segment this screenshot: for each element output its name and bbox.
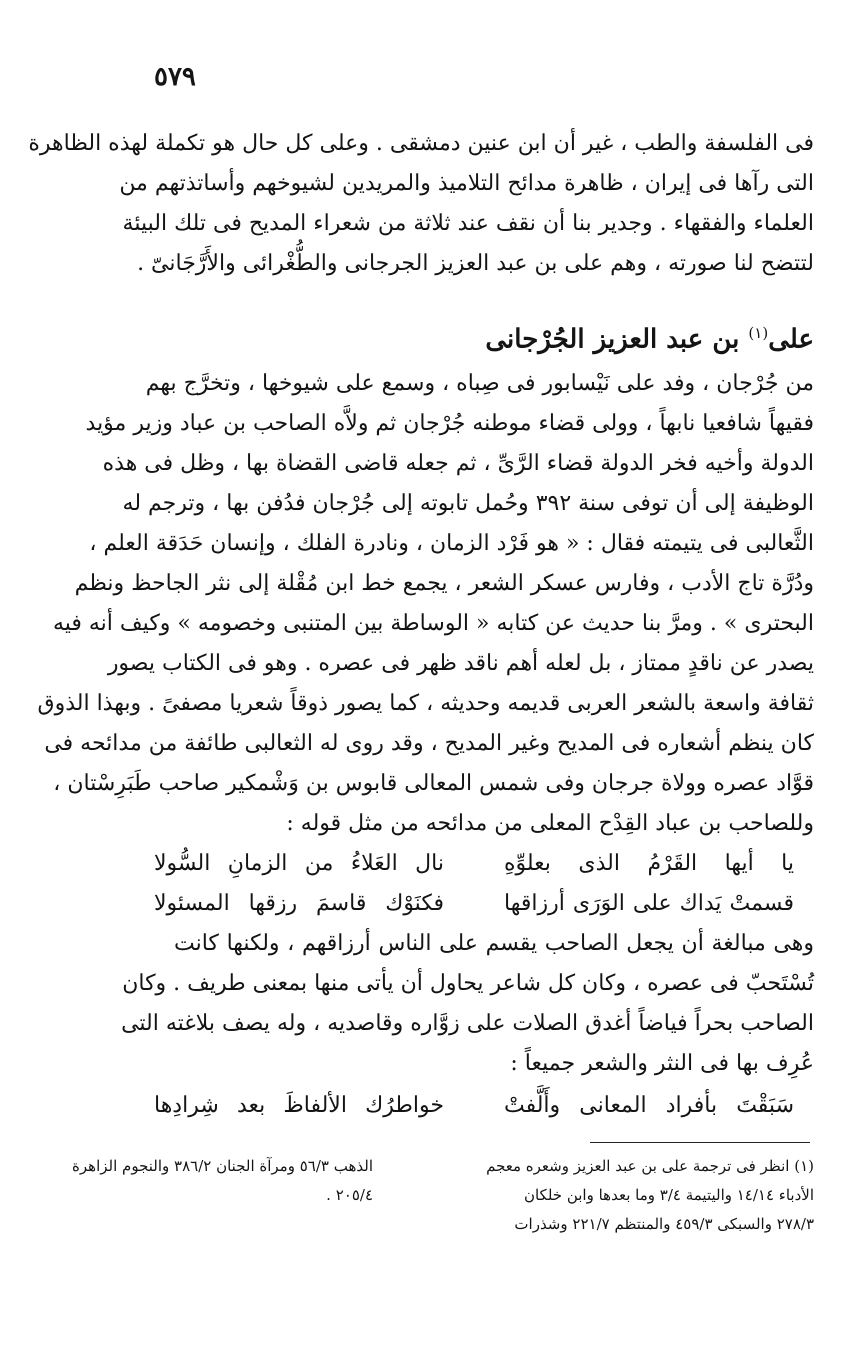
- footnote-column-right: [484, 1152, 814, 1239]
- verse-second-hemistich: نال العَلاءُ من الزمانِ السُّولا: [154, 851, 444, 876]
- body-line: كان ينظم أشعاره فى المديح وغير المديح ، وقد روى له الثعالبى طائفة من مدائحه فى: [44, 731, 814, 756]
- body-line: وللصاحب بن عباد القِدْح المعلى من مدائحه من مثل قوله :: [286, 811, 814, 836]
- body-line: الصاحب بحراً فياضاً أغدق الصلات على زوَّاره وقاصديه ، وله يصف بلاغته التى: [121, 1011, 814, 1036]
- body-line: الثَّعالبى فى يتيمته فقال : « هو فَرْد الزمان ، ونادرة الفلك ، وإنسان حَدَقة العلم ،: [89, 531, 814, 556]
- verse-first-hemistich: سَبَقْتَ بأفراد المعانى وأَلَّفتْ: [504, 1093, 794, 1118]
- intro-line: التى رآها فى إيران ، ظاهرة مدائح التلاميذ والمريدين لشيوخهم وأساتذتهم من: [119, 171, 814, 196]
- verse-first-hemistich: يا أيها القَرْمُ الذى بعلوِّهِ: [504, 851, 794, 876]
- body-line: ودُرَّة تاج الأدب ، وفارس عسكر الشعر ، يجمع خط ابن مُقْلة إلى نثر الجاحظ ونظم: [74, 571, 814, 596]
- commentary-paragraph: [121, 924, 814, 1084]
- verse-second-hemistich: خواطرُك الألفاظَ بعد شِرادِها: [154, 1093, 444, 1118]
- verse-line: [154, 884, 814, 924]
- footnote-line: الأدباء ١٤/١٤ واليتيمة ٣/٤ وما بعدها وابن خلكان: [523, 1186, 814, 1204]
- body-line: عُرِف بها فى النثر والشعر جميعاً :: [510, 1051, 814, 1076]
- intro-line: فى الفلسفة والطب ، غير أن ابن عنين دمشقى . وعلى كل حال هو تكملة لهذه الظاهرة: [28, 131, 814, 156]
- page-number: ٥٧٩: [154, 62, 196, 92]
- verse-second-hemistich: فكنَوْك قاسمَ رزقها المسئولا: [154, 891, 444, 916]
- body-line: يصدر عن ناقدٍ ممتاز ، بل لعله أهم ناقد ظهر فى عصره . وهو فى الكتاب يصور: [107, 651, 814, 676]
- footnote-divider: [590, 1142, 810, 1143]
- intro-line: العلماء والفقهاء . وجدير بنا أن نقف عند ثلاثة من شعراء المديح فى تلك البيئة: [122, 211, 814, 236]
- body-line: فقيهاً شافعيا نابهاً ، وولى قضاء موطنه جُرْجان ثم ولاَّه الصاحب بن عباد وزير مؤيد: [85, 411, 814, 436]
- footnote-line: (١) انظر فى ترجمة على بن عبد العزيز وشعره معجم: [486, 1157, 814, 1175]
- verse-line: [154, 844, 814, 884]
- body-line: الوظيفة إلى أن توفى سنة ٣٩٢ وحُمل تابوته إلى جُرْجان فدُفن بها ، وترجم له: [122, 491, 814, 516]
- body-line: من جُرْجان ، وفد على نَيْسابور فى صِباه ، وسمع على شيوخها ، وتخرَّج بهم: [145, 371, 814, 396]
- body-line: البحترى » . ومرَّ بنا حديث عن كتابه « الوساطة بين المتنبى وخصومه » وكيف أنه فيه: [52, 611, 814, 636]
- heading-name-rest: بن عبد العزيز الجُرْجانى: [485, 324, 740, 355]
- heading-name-first: على: [768, 324, 814, 355]
- verse-first-hemistich: قسمتْ يَداك على الوَرَى أرزاقها: [504, 891, 794, 916]
- footnote-line: ٢٧٨/٣ والسبكى ٤٥٩/٣ والمنتظم ٢٢١/٧ وشذرات: [514, 1215, 814, 1233]
- body-line: قوَّاد عصره وولاة جرجان وفى شمس المعالى قابوس بن وَشْمكير صاحب طَبَرِسْتان ،: [53, 771, 814, 796]
- footnote-marker: (١): [748, 324, 769, 342]
- footnote-line: ٢٠٥/٤ .: [326, 1186, 373, 1204]
- verse-line: [154, 1086, 814, 1126]
- body-line: تُسْتَحبّ فى عصره ، وكان كل شاعر يحاول أن يأتى منها بمعنى طريف . وكان: [122, 971, 814, 996]
- body-line: وهى مبالغة أن يجعل الصاحب يقسم على الناس أرزاقهم ، ولكنها كانت: [174, 931, 814, 956]
- biography-paragraph: [37, 364, 814, 844]
- footnote-line: الذهب ٥٦/٣ ومرآة الجنان ٣٨٦/٢ والنجوم الزاهرة: [72, 1157, 373, 1175]
- body-line: ثقافة واسعة بالشعر العربى قديمه وحديثه ، كما يصور ذوقاً شعريا مصفىً . وبهذا الذوق: [37, 691, 814, 716]
- footnote-column-left: [43, 1152, 373, 1210]
- intro-paragraph: [28, 124, 814, 294]
- body-line: الدولة وأخيه فخر الدولة قضاء الرَّىِّ ، ثم جعله قاضى القضاة بها ، وظل فى هذه: [102, 451, 814, 476]
- intro-line: لتتضح لنا صورته ، وهم على بن عبد العزيز الجرجانى والطُّغْرائى والأَرَّجَانىّ .: [137, 251, 814, 276]
- section-heading: [485, 324, 814, 355]
